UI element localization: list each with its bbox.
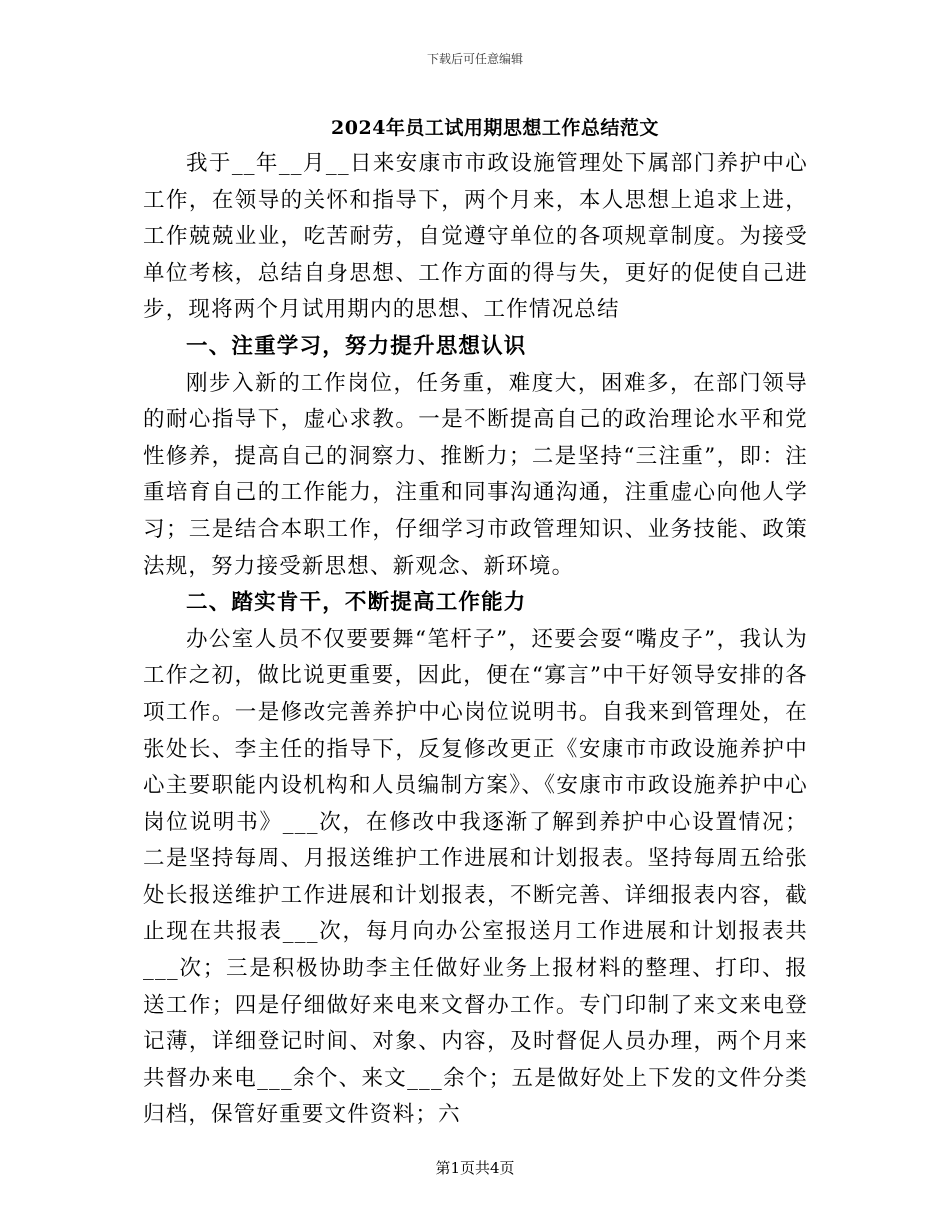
document-title: 2024年员工试用期思想工作总结范文 [331, 117, 659, 139]
section-heading-2: 二、踏实肯干，不断提高工作能力 [186, 590, 527, 616]
section-body-2: 办公室人员不仅要要舞“笔杆子”，还要会耍“嘴皮子”，我认为工作之初，做比说更重要，因此，便在“寡言”中干好领导安排的各项工作。一是修改完善养护中心岗位说明书。自我来到管理处，在张处长、李主任的指导下，反复修改更正《安康市市政设施养护中心主要职能内设机构和人员编制方案》、《安康市市政设施养护中心岗位说明书》___次，在修改中我逐渐了解到养护中心设置情况；二是坚持每周、月报送维护工作进展和计划报表。坚持每周五给张处长报送维护工作进展和计划报表，不断完善、详细报表内容，截止现在共报表___次，每月向办公室报送月工作进展和计划报表共___次；三是积极协助李主任做好业务上报材料的整理、打印、报送工作；四是仔细做好来电来文督办工作。专门印制了来文来电登记薄，详细登记时间、对象、内容，及时督促人员办理，两个月来共督办来电___余个、来文___余个；五是做好处上下发的文件分类归档，保管好重要文件资料；六 [143, 626, 808, 1128]
section-heading-1: 一、注重学习，努力提升思想认识 [186, 333, 527, 359]
page-number-footer: 第1页共4页 [435, 1159, 515, 1177]
document-body [143, 146, 808, 1134]
intro-paragraph: 我于__年__月__日来安康市市政设施管理处下属部门养护中心工作，在领导的关怀和指导下，两个月来，本人思想上追求上进，工作兢兢业业，吃苦耐劳，自觉遵守单位的各项规章制度。为接受单位考核，总结自身思想、工作方面的得与失，更好的促使自己进步，现将两个月试用期内的思想、工作情况总结 [143, 151, 808, 323]
header-note: 下载后可任意编辑 [426, 52, 523, 66]
section-body-1: 刚步入新的工作岗位，任务重，难度大，困难多，在部门领导的耐心指导下，虚心求教。一是不断提高自己的政治理论水平和党性修养，提高自己的洞察力、推断力；二是坚持“三注重”，即：注重培育自己的工作能力，注重和同事沟通沟通，注重虚心向他人学习；三是结合本职工作，仔细学习市政管理知识、业务技能、政策法规，努力接受新思想、新观念、新环境。 [143, 370, 808, 579]
